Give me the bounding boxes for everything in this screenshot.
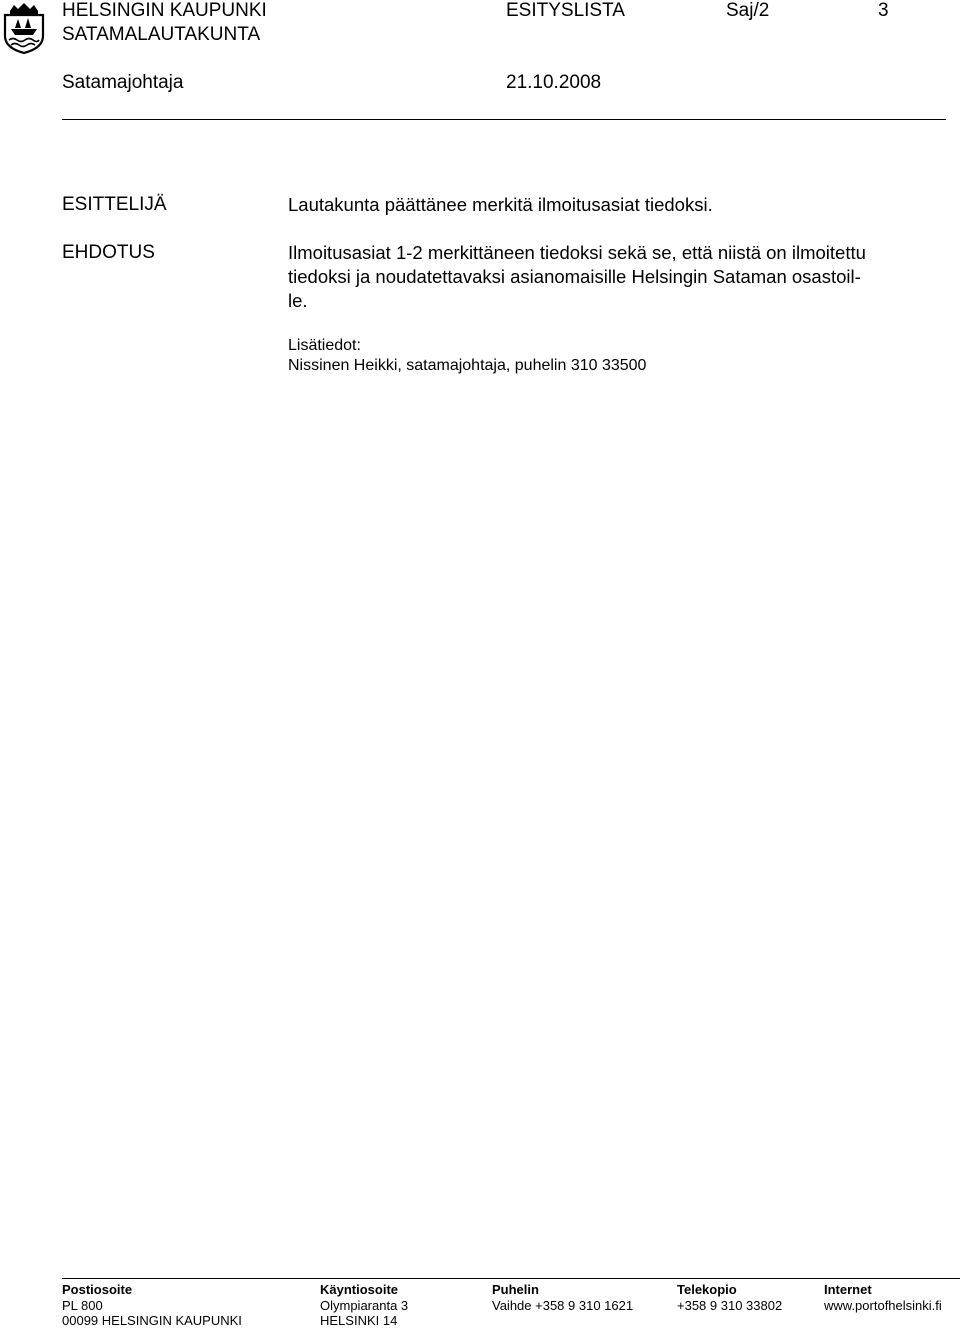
footer-postal-heading: Postiosoite — [62, 1282, 133, 1297]
footer-visiting-heading: Käyntiosoite — [320, 1282, 399, 1297]
footer-fax-heading: Telekopio — [677, 1282, 737, 1297]
footer-fax-line1: +358 9 310 33802 — [677, 1298, 783, 1313]
helsinki-coat-of-arms-icon — [2, 2, 46, 54]
footer-postal-line1: PL 800 — [62, 1298, 103, 1313]
page-number: 3 — [878, 0, 889, 21]
footer-postal-line2: 00099 HELSINGIN KAUPUNKI — [62, 1313, 242, 1328]
meeting-date: 21.10.2008 — [506, 72, 602, 93]
proposal-line-3: le. — [288, 290, 308, 311]
footer-internet-link[interactable]: www.portofhelsinki.fi — [824, 1298, 942, 1313]
footer-visiting-line1: Olympiaranta 3 — [320, 1298, 409, 1313]
presenter-statement: Lautakunta päättänee merkitä ilmoitusasiat tiedoksi. — [288, 194, 713, 215]
org-name: HELSINGIN KAUPUNKI — [62, 0, 267, 21]
doc-type: ESITYSLISTA — [506, 0, 625, 21]
footer-phone-heading: Puhelin — [492, 1282, 539, 1297]
footer-internet-heading: Internet — [824, 1282, 872, 1297]
section-label-esittelija: ESITTELIJÄ — [62, 194, 167, 215]
proposal-line-2: tiedoksi ja noudatettavaksi asianomaisille Helsingin Sataman osastoil- — [288, 266, 861, 287]
org-unit: SATAMALAUTAKUNTA — [62, 24, 261, 45]
section-label-ehdotus: EHDOTUS — [62, 242, 155, 263]
footer-visiting-line2: HELSINKI 14 — [320, 1313, 398, 1328]
header-divider — [62, 119, 946, 120]
footer-phone-line1: Vaihde +358 9 310 1621 — [492, 1298, 634, 1313]
presenter-role: Satamajohtaja — [62, 72, 184, 93]
info-label: Lisätiedot: — [288, 337, 361, 354]
proposal-line-1: Ilmoitusasiat 1-2 merkittäneen tiedoksi sekä se, että niistä on ilmoitettu — [288, 242, 866, 263]
item-reference: Saj/2 — [726, 0, 770, 21]
footer-divider — [62, 1278, 960, 1279]
info-contact: Nissinen Heikki, satamajohtaja, puhelin 310 33500 — [288, 357, 647, 374]
